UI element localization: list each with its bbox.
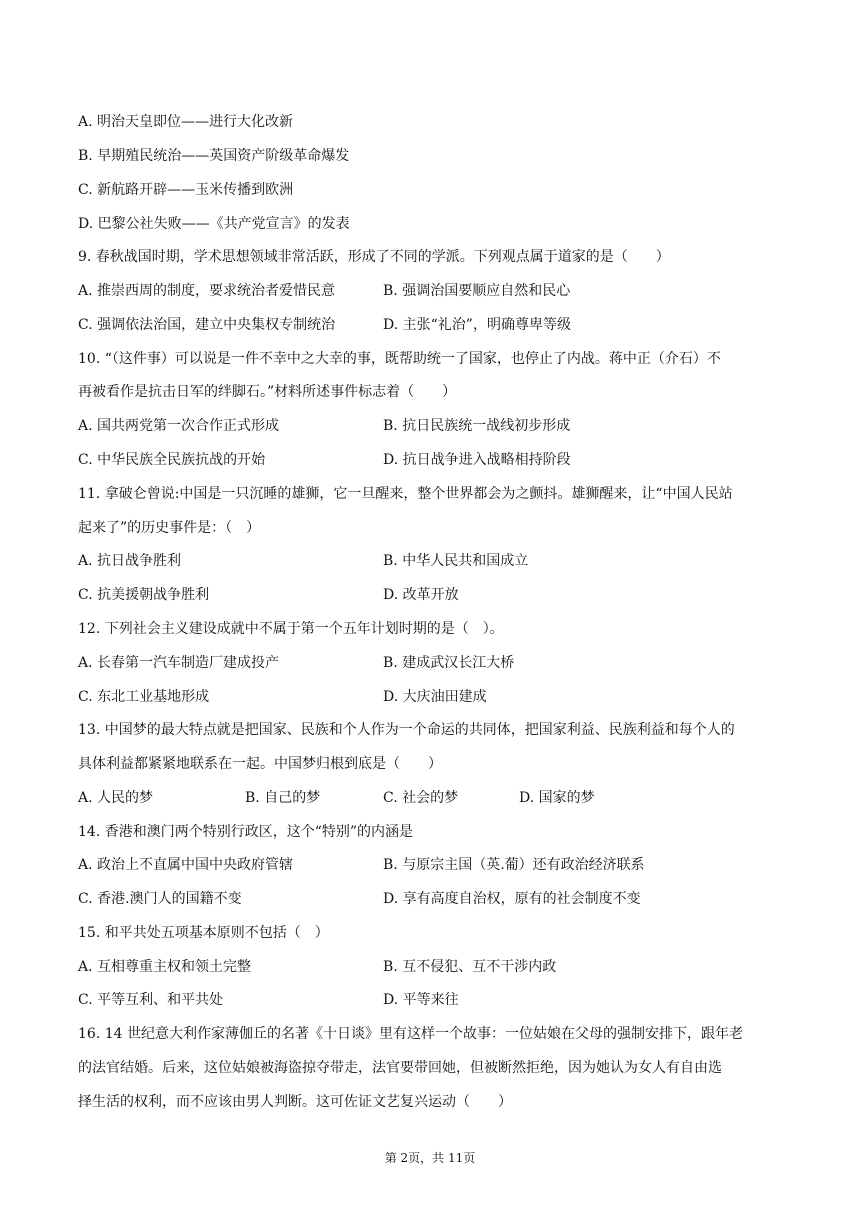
question-15-stem: 15. 和平共处五项基本原则不包括（ ）: [78, 925, 329, 941]
q10-option-b: B. 抗日民族统一战线初步形成: [383, 418, 571, 434]
question-14-stem: 14. 香港和澳门两个特别行政区，这个“特别”的内涵是: [78, 824, 414, 840]
question-9-stem: 9. 春秋战国时期，学术思想领域非常活跃，形成了不同的学派。下列观点属于道家的是（ ）: [78, 249, 670, 265]
question-10-stem: 10. “（这件事）可以说是一件不幸中之大幸的事，既帮助统一了国家，也停止了内战。蒋中正（介石）不: [78, 351, 721, 367]
question-12-stem: 12. 下列社会主义建设成就中不属于第一个五年计划时期的是（ ）。: [78, 621, 504, 637]
page-number: 第 2页，共 11页: [384, 1151, 476, 1165]
q14-option-b: B. 与原宗主国（英.葡）还有政治经济联系: [383, 857, 645, 873]
q13-option-b: B. 自己的梦: [245, 790, 321, 806]
q13-option-c: C. 社会的梦: [383, 790, 459, 806]
q15-option-d: D. 平等来往: [383, 992, 459, 1008]
q12-option-c: C. 东北工业基地形成: [78, 689, 210, 705]
q15-option-a: A. 互相尊重主权和领土完整: [78, 959, 252, 975]
question-13-stem-cont: 具体利益都紧紧地联系在一起。中国梦归根到底是（ ）: [78, 756, 442, 772]
q9-option-c: C. 强调依法治国，建立中央集权专制统治: [78, 317, 336, 333]
option-a: A. 明治天皇即位——进行大化改新: [78, 114, 294, 130]
q15-option-c: C. 平等互利、和平共处: [78, 992, 224, 1008]
q14-option-c: C. 香港.澳门人的国籍不变: [78, 891, 242, 907]
q11-option-b: B. 中华人民共和国成立: [383, 553, 529, 569]
question-16-stem: 16. 14 世纪意大利作家薄伽丘的名著《十日谈》里有这样一个故事：一位姑娘在父母的强制安排下，跟年老: [78, 1026, 743, 1042]
q13-option-a: A. 人民的梦: [78, 790, 154, 806]
q11-option-d: D. 改革开放: [383, 587, 459, 603]
q10-option-c: C. 中华民族全民族抗战的开始: [78, 452, 266, 468]
question-11-stem: 11. 拿破仑曾说:中国是一只沉睡的雄狮，它一旦醒来，整个世界都会为之颤抖。雄狮醒来，让“中国人民站: [78, 486, 733, 502]
q13-option-d: D. 国家的梦: [519, 790, 595, 806]
q15-option-b: B. 互不侵犯、互不干涉内政: [383, 959, 557, 975]
q12-option-b: B. 建成武汉长江大桥: [383, 655, 515, 671]
q12-option-d: D. 大庆油田建成: [383, 689, 487, 705]
q14-option-d: D. 享有高度自治权，原有的社会制度不变: [383, 891, 641, 907]
option-d: D. 巴黎公社失败——《共产党宣言》的发表: [78, 216, 350, 232]
question-11-stem-cont: 起来了”的历史事件是：（ ）: [78, 520, 261, 536]
question-13-stem: 13. 中国梦的最大特点就是把国家、民族和个人作为一个命运的共同体，把国家利益、民族利益和每个人的: [78, 722, 735, 738]
q12-option-a: A. 长春第一汽车制造厂建成投产: [78, 655, 280, 671]
question-16-stem-cont-2: 择生活的权利，而不应该由男人判断。这可佐证文艺复兴运动（ ）: [78, 1094, 512, 1110]
q11-option-c: C. 抗美援朝战争胜利: [78, 587, 210, 603]
q10-option-d: D. 抗日战争进入战略相持阶段: [383, 452, 571, 468]
option-b: B. 早期殖民统治——英国资产阶级革命爆发: [78, 148, 350, 164]
option-c: C. 新航路开辟——玉米传播到欧洲: [78, 182, 294, 198]
q9-option-b: B. 强调治国要顺应自然和民心: [383, 283, 571, 299]
q9-option-a: A. 推崇西周的制度，要求统治者爱惜民意: [78, 283, 336, 299]
q11-option-a: A. 抗日战争胜利: [78, 553, 182, 569]
question-16-stem-cont-1: 的法官结婚。后来，这位姑娘被海盗掠夺带走，法官要带回她，但被断然拒绝，因为她认为女人有自由选: [78, 1060, 722, 1076]
q9-option-d: D. 主张“礼治”，明确尊卑等级: [383, 317, 571, 333]
question-10-stem-cont: 再被看作是抗击日军的绊脚石。”材料所述事件标志着（ ）: [78, 384, 457, 400]
q10-option-a: A. 国共两党第一次合作正式形成: [78, 418, 280, 434]
q14-option-a: A. 政治上不直属中国中央政府管辖: [78, 857, 294, 873]
